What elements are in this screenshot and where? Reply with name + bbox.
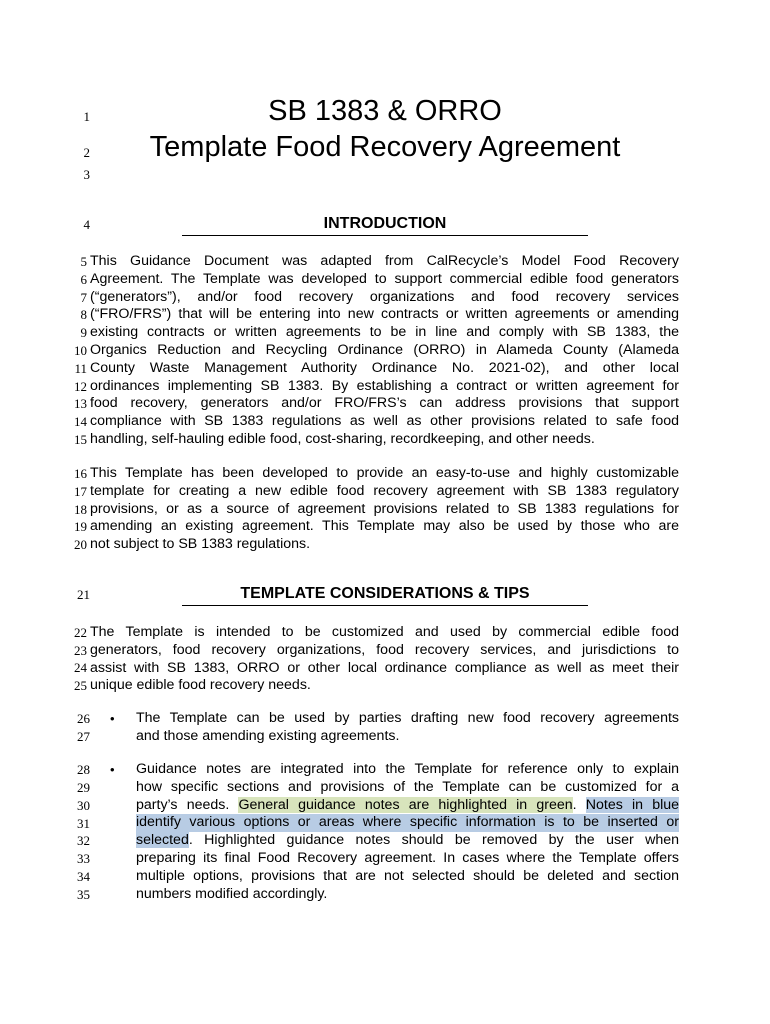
text-line: Agreement. The Template was developed to support commercial edible food generators (90, 270, 679, 287)
line-number: 12 (74, 379, 87, 394)
text-line: The Template can be used by parties drafting new food recovery agreements (136, 710, 679, 726)
line-number: 23 (74, 643, 87, 658)
tips-paragraph-1 (90, 624, 679, 695)
line-number: 30 (77, 798, 90, 813)
line-number: 31 (77, 816, 90, 831)
line-number: 21 (77, 587, 90, 602)
text-line: preparing its final Food Recovery agreement. In cases where the Template offers (136, 849, 679, 866)
text-line: assist with SB 1383, ORRO or other local ordinance compliance as well as meet their (90, 659, 679, 676)
line-number: 14 (74, 414, 87, 429)
text-line: food recovery, generators and/or FRO/FRS’s can address provisions that support (90, 395, 679, 412)
text-line: This Guidance Document was adapted from CalRecycle’s Model Food Recovery (90, 253, 679, 269)
text-line: (“generators”), and/or food recovery organizations and food recovery services (90, 288, 679, 305)
green-highlighted-note: General guidance notes are highlighted in green (238, 796, 573, 813)
line-number: 17 (74, 484, 87, 499)
line-number: 32 (77, 833, 90, 848)
line-number: 2 (83, 145, 90, 160)
text-line: Organics Reduction and Recycling Ordinance (ORRO) in Alameda County (Alameda (90, 341, 679, 358)
line-number: 35 (77, 887, 90, 902)
line-number: 5 (80, 254, 87, 269)
text-line: compliance with SB 1383 regulations as well as other provisions related to safe food (90, 413, 679, 430)
introduction-paragraph-2 (90, 465, 679, 554)
plain-text: party’s needs. (136, 796, 239, 813)
plain-text: . Highlighted guidance notes should be removed by the user when (188, 832, 679, 849)
bullet-marker: • (110, 762, 115, 777)
text-line: County Waste Management Authority Ordinance No. 2021-02), and other local (90, 359, 679, 376)
introduction-paragraph-1 (90, 253, 679, 449)
line-number: 19 (74, 519, 87, 534)
line-number: 13 (74, 396, 87, 411)
text-line-with-highlights (136, 797, 679, 815)
text-line: provisions, or as a source of agreement provisions related to SB 1383 regulations for (90, 500, 679, 517)
bullet-item-1 (136, 710, 679, 746)
text-line: generators, food recovery organizations, food recovery services, and jurisdictions to (90, 641, 679, 658)
blue-highlighted-note: selected (136, 832, 189, 849)
line-number: 9 (80, 325, 87, 340)
blue-highlighted-note: Notes in blue (585, 796, 680, 813)
tips-heading: TEMPLATE CONSIDERATIONS & TIPS (182, 584, 588, 606)
line-number: 29 (77, 780, 90, 795)
line-number: 18 (74, 502, 87, 517)
introduction-heading: INTRODUCTION (182, 214, 588, 236)
line-number: 24 (74, 660, 87, 675)
line-number: 11 (74, 361, 87, 376)
text-line: template for creating a new edible food recovery agreement with SB 1383 regulatory (90, 482, 679, 499)
text-line: The Template is intended to be customized and used by commercial edible food (90, 624, 679, 640)
document-title-line2: Template Food Recovery Agreement (149, 131, 621, 163)
text-line: multiple options, provisions that are not selected should be deleted and section (136, 867, 679, 884)
line-number: 22 (74, 625, 87, 640)
line-number: 1 (83, 109, 90, 124)
line-number: 28 (77, 762, 90, 777)
text-line: ordinances implementing SB 1383. By establishing a contract or written agreement for (90, 377, 679, 394)
plain-text: . (572, 796, 586, 813)
line-number: 15 (74, 432, 87, 447)
text-line: numbers modified accordingly. (136, 885, 328, 902)
text-line-with-highlights (136, 832, 679, 850)
blue-highlighted-note: identify various options or areas where specific information is to be inserted or (136, 814, 679, 831)
line-number: 33 (77, 851, 90, 866)
text-line: how specific sections and provisions of the Template can be customized for a (136, 778, 679, 795)
line-number: 27 (77, 729, 90, 744)
text-line: amending an existing agreement. This Template may also be used by those who are (90, 518, 679, 535)
text-line: not subject to SB 1383 regulations. (90, 536, 311, 553)
line-number: 25 (74, 678, 87, 693)
line-number: 10 (74, 343, 87, 358)
line-number: 16 (74, 466, 87, 481)
line-number: 3 (83, 167, 90, 182)
line-number: 6 (80, 272, 87, 287)
line-number: 8 (80, 307, 87, 322)
text-line: handling, self-hauling edible food, cost-sharing, recordkeeping, and other needs. (90, 430, 595, 447)
bullet-marker: • (110, 711, 115, 726)
line-number: 34 (77, 869, 90, 884)
document-title-line1: SB 1383 & ORRO (268, 95, 502, 127)
line-number: 4 (83, 217, 90, 232)
text-line: Guidance notes are integrated into the Template for reference only to explain (136, 761, 679, 777)
text-line: This Template has been developed to provide an easy-to-use and highly customizable (90, 465, 679, 481)
text-line: (“FRO/FRS”) that will be entering into new contracts or written agreements or amending (90, 306, 679, 323)
text-line: unique edible food recovery needs. (90, 677, 311, 694)
text-line: and those amending existing agreements. (136, 727, 400, 744)
line-number: 26 (77, 711, 90, 726)
line-number: 7 (80, 290, 87, 305)
bullet-item-2 (136, 761, 679, 903)
text-line: existing contracts or written agreements to be in line and comply with SB 1383, the (90, 324, 679, 341)
line-number: 20 (74, 537, 87, 552)
